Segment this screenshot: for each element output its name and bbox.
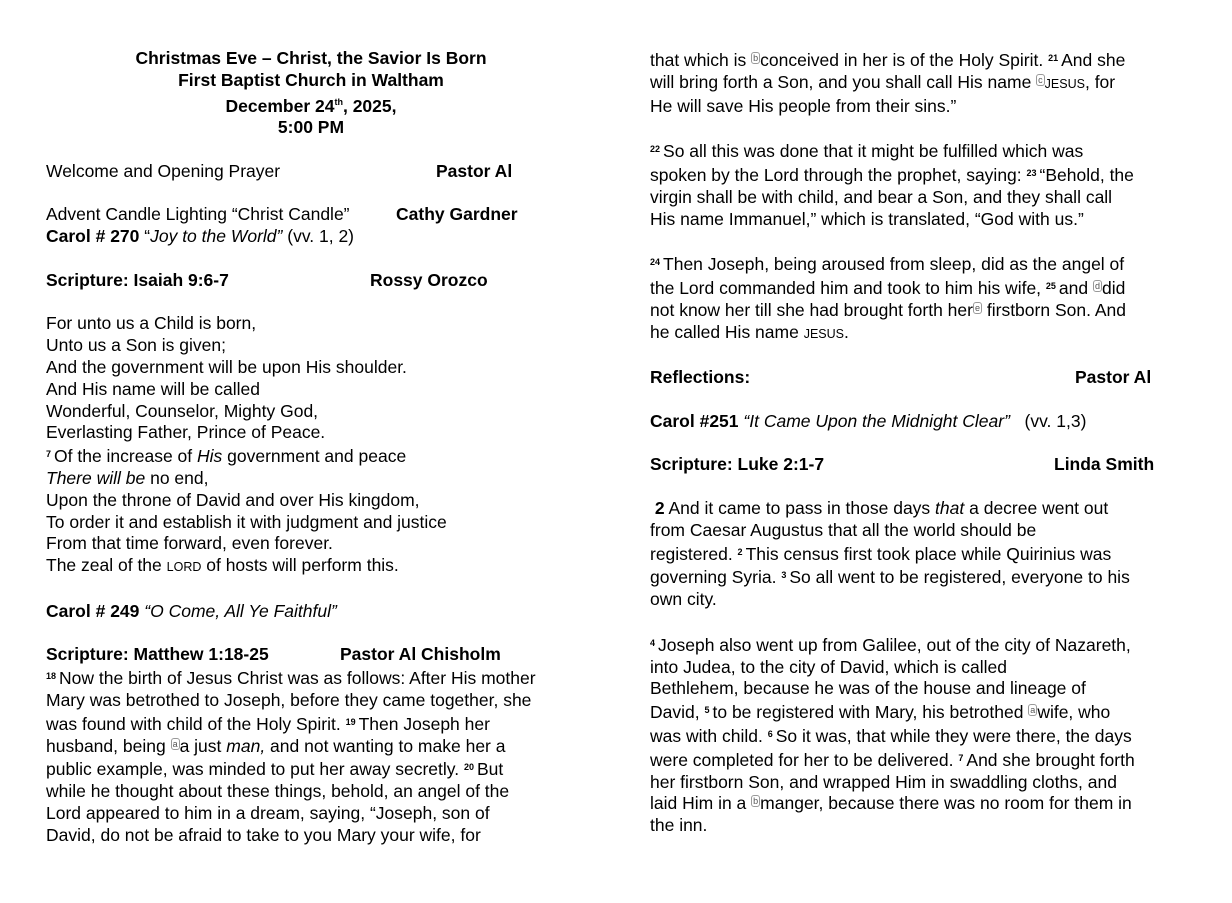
luke-passage: 2 And it came to pass in those days that a decree went out from Caesar Augustus that all the world should be registered. $^2$ This census first took place while Quirinius was governing Syria. $^3$ So all went to be registered, everyone to his own city. $^4$ Joseph also went up from Galilee, out of the city of Nazareth, into Judea, to the city of David, which is called Bethlehem, because he was of the house and lineage of David, $^5$ to be registered with Mary, his betrothed $^a$ wife, who was with child. $^6$ So it was, that while they were there, the days were completed for her to be delivered. $^7$ And she brought forth her firstborn Son, and wrapped Him in swaddling cloths, and laid Him in a $^b$ manger, because there was no room for them in the inn. [650, 497, 1135, 836]
footnote-marker[interactable]: e [974, 302, 980, 313]
matthew-passage-part-1: $^{18}$ Now the birth of Jesus Christ was as follows: After His mother Mary was betrothed to Joseph, before they came together, she was found with child of the Holy Spirit. $^{19}$ Then Joseph her husband, being $^a$ a just man, and not wanting to make her a public example, was minded to put her away secretly. $^{20}$ But while he thought about these things, behold, an angel of the Lord appeared to him in a dream, saying, “Joseph, son of David, do not be afraid to take to you Mary your wife, for [46, 668, 536, 845]
service-date: December 24th, 2025, [225, 95, 397, 116]
footnote-marker[interactable]: c [1038, 74, 1043, 85]
welcome-leader: Pastor Al [436, 160, 513, 181]
right-column [650, 48, 1190, 837]
program-item-carol-251: Carol #251 “It Came Upon the Midnight Clear” (vv. 1,3) [650, 410, 1087, 431]
footnote-marker[interactable]: d [1094, 280, 1100, 291]
isaiah-passage: For unto us a Child is born, Unto us a Son is given; And the government will be upon His shoulder. And His name will be called Wonderful, Counselor, Mighty God, Everlasting Father, Prince of Peace. $^7$ Of the increase of His government and peace There will be no end, Upon the throne of David and over His kingdom, To order it and establish it with judgment and justice From that time forward, even forever. The zeal of the LORD of hosts will perform this. [46, 313, 447, 576]
program-item-reflections: Reflections: Pastor Al [650, 367, 1152, 388]
footnote-marker[interactable]: a [1030, 705, 1036, 716]
program-item-welcome: Welcome and Opening Prayer Pastor Al [46, 160, 513, 181]
footnote-marker[interactable]: b [753, 53, 759, 63]
program-item-carol-270: Carol # 270 “Joy to the World” (vv. 1, 2) [46, 226, 355, 247]
service-time: 5:00 PM [277, 117, 345, 138]
left-column [46, 48, 606, 847]
isaiah-reader: Rossy Orozco [370, 269, 488, 290]
program-item-advent: Advent Candle Lighting “Christ Candle” Cathy Gardner [46, 204, 518, 225]
program-item-isaiah: Scripture: Isaiah 9:6-7 Rossy Orozco [46, 269, 488, 290]
advent-leader: Cathy Gardner [396, 204, 518, 225]
program-item-carol-249: Carol # 249 “O Come, All Ye Faithful” [46, 600, 337, 621]
reflections-leader: Pastor Al [1075, 367, 1152, 388]
church-name: First Baptist Church in Waltham [178, 69, 444, 90]
footnote-marker[interactable]: b [753, 796, 759, 807]
footnote-marker[interactable]: a [172, 738, 178, 749]
luke-reader: Linda Smith [1054, 454, 1155, 475]
bulletin-header [46, 48, 576, 139]
matthew-reader: Pastor Al Chisholm [340, 644, 501, 665]
matthew-passage-part-2: that which is $^b$ conceived in her is of the Holy Spirit. $^{21}$ And she will bring forth a Son, and you shall call His name $^c$ JESUS, for He will save His people from their sins.” $^{22}$ So all this was done that it might be fulfilled which was spoken by the Lord through the prophet, saying: $^{23}$ “Behold, the virgin shall be with child, and bear a Son, and they shall call His name Immanuel,” which is translated, “God with us.” $^{24}$ Then Joseph, being aroused from sleep, did as the angel of the Lord commanded him and took to him his wife, $^{25}$ and $^d$ did not know her till she had brought forth her $^e$ firstborn Son. And he called His name JESUS. [650, 50, 1134, 342]
program-item-matthew: Scripture: Matthew 1:18-25 Pastor Al Chisholm [46, 644, 501, 665]
program-item-luke: Scripture: Luke 2:1-7 Linda Smith [650, 454, 1155, 475]
service-title: Christmas Eve – Christ, the Savior Is Born [135, 48, 487, 68]
